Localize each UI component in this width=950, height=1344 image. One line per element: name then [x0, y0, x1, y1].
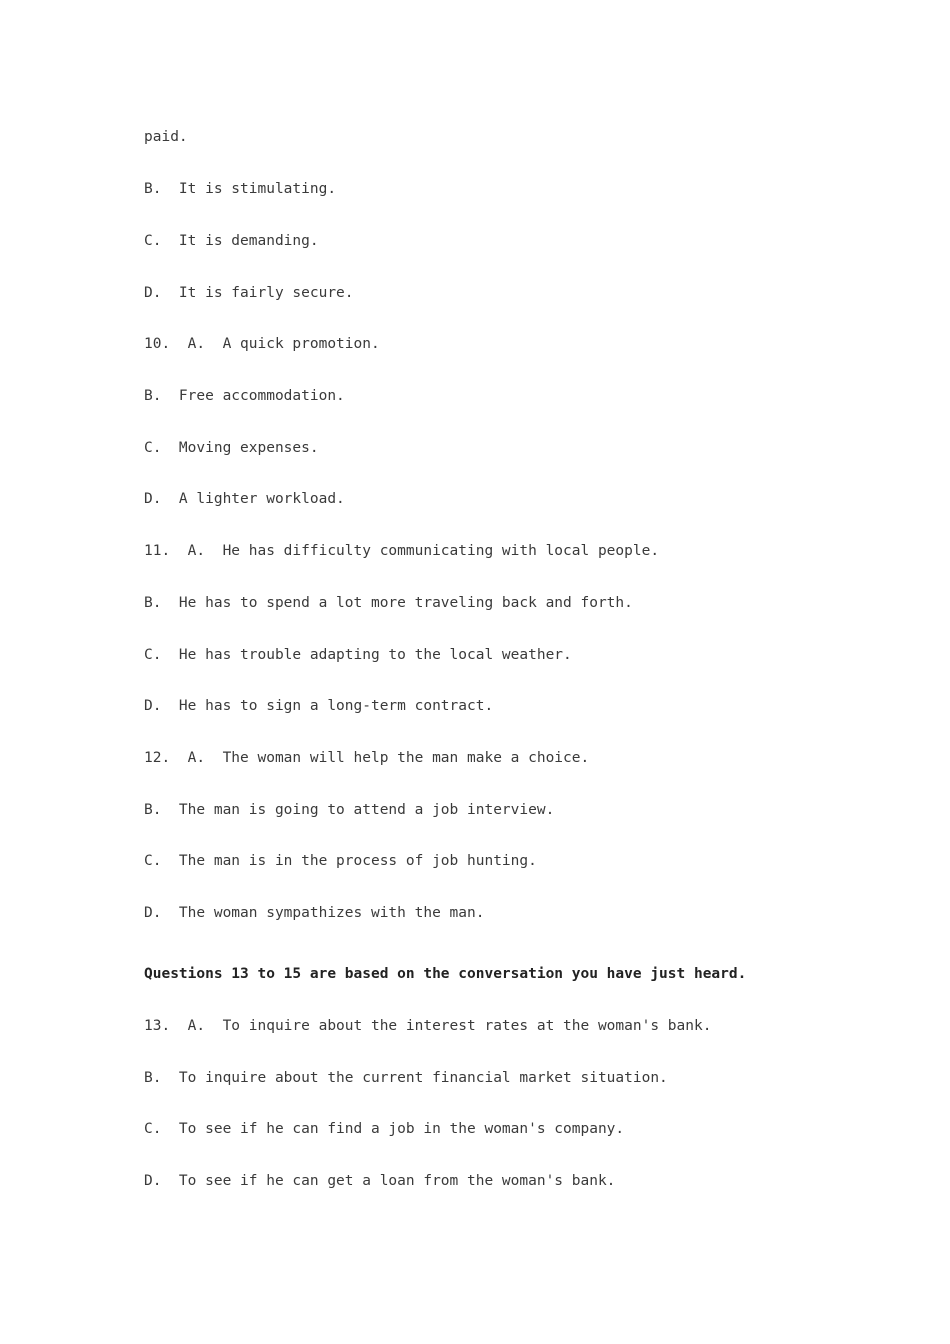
- section-heading: Questions 13 to 15 are based on the conversation you have just heard.: [144, 966, 747, 982]
- q13-option-a: 13. A. To inquire about the interest rates at the woman's bank.: [144, 1018, 712, 1034]
- q13-option-c: C. To see if he can find a job in the woman's company.: [144, 1121, 625, 1137]
- q9-option-d: D. It is fairly secure.: [144, 285, 354, 301]
- q11-option-a: 11. A. He has difficulty communicating with local people.: [144, 543, 660, 559]
- q9-option-c: C. It is demanding.: [144, 233, 319, 249]
- q12-option-d: D. The woman sympathizes with the man.: [144, 905, 485, 921]
- q9-option-b: B. It is stimulating.: [144, 181, 337, 197]
- q10-option-c: C. Moving expenses.: [144, 440, 319, 456]
- q11-option-c: C. He has trouble adapting to the local weather.: [144, 647, 572, 663]
- q10-option-d: D. A lighter workload.: [144, 491, 345, 507]
- q13-option-d: D. To see if he can get a loan from the woman's bank.: [144, 1173, 616, 1189]
- q11-option-b: B. He has to spend a lot more traveling back and forth.: [144, 595, 633, 611]
- q11-option-d: D. He has to sign a long-term contract.: [144, 698, 494, 714]
- q9-option-a-continuation: paid.: [144, 129, 188, 145]
- q10-option-a: 10. A. A quick promotion.: [144, 336, 380, 352]
- q12-option-a: 12. A. The woman will help the man make a choice.: [144, 750, 590, 766]
- q13-option-b: B. To inquire about the current financial market situation.: [144, 1070, 668, 1086]
- q12-option-c: C. The man is in the process of job hunting.: [144, 853, 537, 869]
- q12-option-b: B. The man is going to attend a job interview.: [144, 802, 555, 818]
- q10-option-b: B. Free accommodation.: [144, 388, 345, 404]
